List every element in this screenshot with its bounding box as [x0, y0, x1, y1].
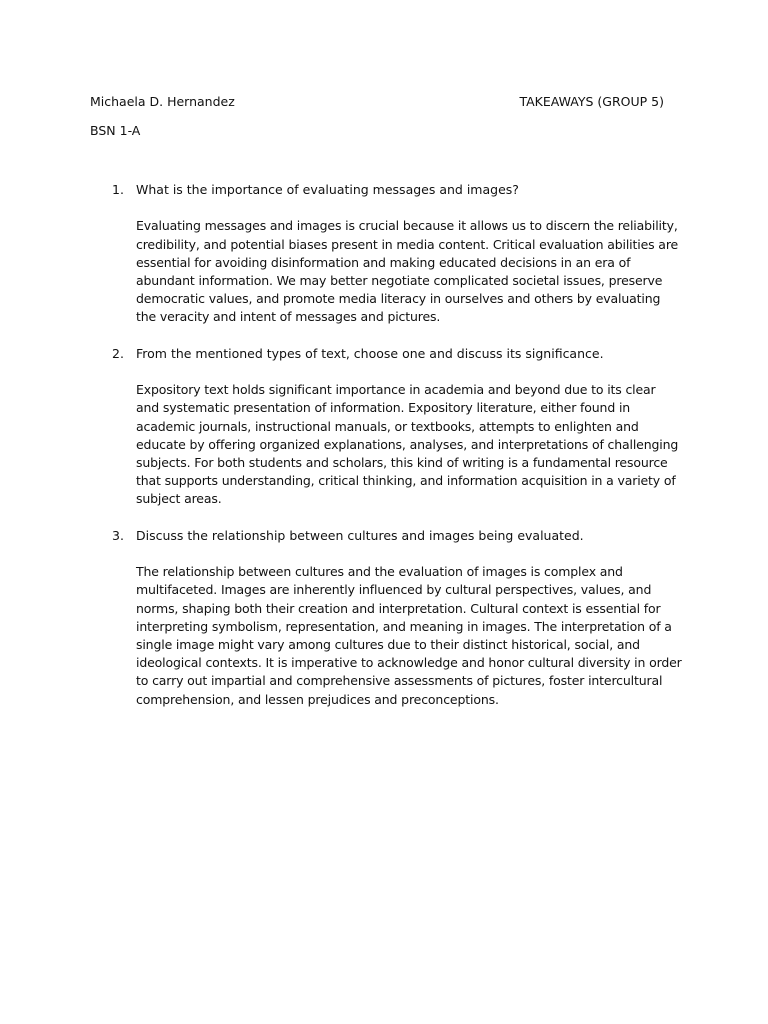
section-label: BSN 1-A: [90, 123, 141, 138]
document-title: TAKEAWAYS (GROUP 5): [519, 94, 664, 109]
question-number: 2.: [112, 345, 124, 361]
question-item-1: [112, 181, 682, 327]
question-text: From the mentioned types of text, choose one and discuss its significance.: [136, 345, 604, 361]
answer-text: Expository text holds significant importance in academia and beyond due to its clear and systematic presentation of information. Expository literature, either found in academic journals, instructional manuals, or textbooks, attempts to enlighten and educate by offering organized explanations, analyses, and interpretations of challenging subjects. For both students and scholars, this kind of writing is a fundamental resource that supports understanding, critical thinking, and information acquisition in a variety of subject areas.: [136, 382, 679, 507]
question-text: What is the importance of evaluating messages and images?: [136, 182, 519, 197]
answer-text: The relationship between cultures and the evaluation of images is complex and multifaceted. Images are inherently influenced by cultural perspectives, values, and norms, shaping both their creation and interpretation. Cultural context is essential for interpreting symbolism, representation, and meaning in images. The interpretation of a single image might vary among cultures due to their distinct historical, social, and ideological contexts. It is imperative to acknowledge and honor cultural diversity in order to carry out impartial and comprehensive assessments of pictures, foster intercultural comprehension, and lessen prejudices and preconceptions.: [136, 564, 682, 707]
question-item-2: [112, 345, 682, 509]
question-number: 1.: [112, 182, 124, 197]
header-row: [90, 93, 664, 111]
author-name: Michaela D. Hernandez: [90, 94, 235, 109]
answer-text: Evaluating messages and images is crucial because it allows us to discern the reliability, credibility, and potential biases present in media content. Critical evaluation abilities are essential for avoiding disinformation and making educated decisions in an era of abundant information. We may better negotiate complicated societal issues, preserve democratic values, and promote media literacy in ourselves and others by evaluating the veracity and intent of messages and pictures.: [136, 218, 679, 325]
question-item-3: [112, 527, 682, 709]
question-number: 3.: [112, 527, 124, 543]
question-text: Discuss the relationship between cultures and images being evaluated.: [136, 527, 584, 543]
question-list: [112, 181, 682, 727]
